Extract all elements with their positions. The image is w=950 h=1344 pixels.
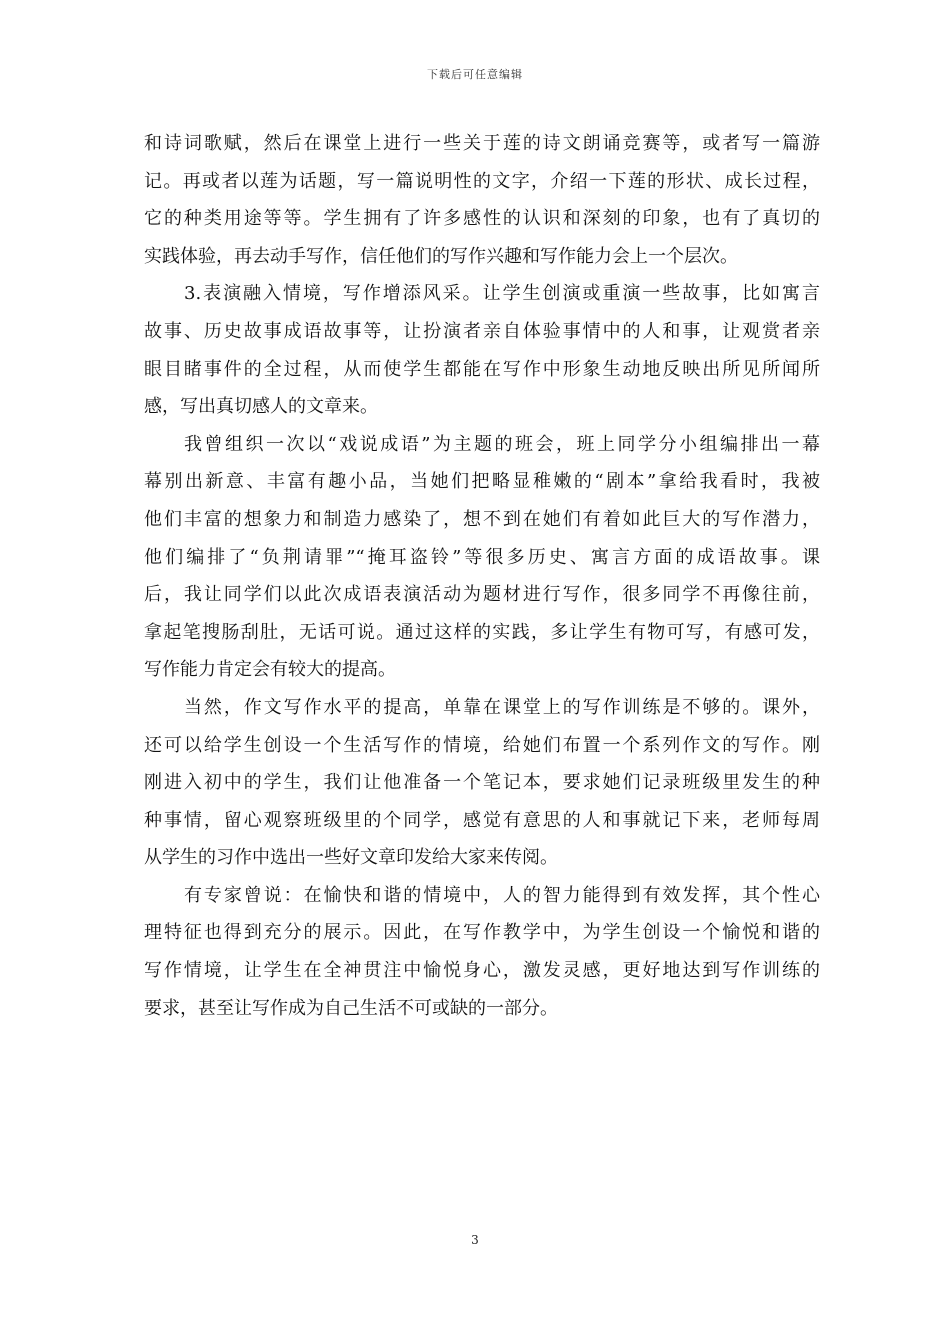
paragraph-line: 他们编排了“负荆请罪”“掩耳盗铃”等很多历史、寓言方面的成语故事。课 [144,546,820,568]
paragraph-line: 实践体验，再去动手写作，信任他们的写作兴趣和写作能力会上一个层次。 [144,245,738,267]
paragraph-line: 记。再或者以莲为话题，写一篇说明性的文字，介绍一下莲的形状、成长过程， [144,170,820,192]
paragraph-line: 它的种类用途等等。学生拥有了许多感性的认识和深刻的印象，也有了真切的 [144,208,820,230]
paragraph-line: 当然，作文写作水平的提高，单靠在课堂上的写作训练是不够的。课外， [184,696,820,718]
paragraph-line: 理特征也得到充分的展示。因此，在写作教学中，为学生创设一个愉悦和谐的 [144,922,820,944]
paragraph-line: 后，我让同学们以此次成语表演活动为题材进行写作，很多同学不再像往前， [144,584,820,606]
paragraph-line: 拿起笔搜肠刮肚，无话可说。通过这样的实践，多让学生有物可写，有感可发， [144,621,820,643]
paragraph-line: 要求，甚至让写作成为自己生活不可或缺的一部分。 [144,997,558,1019]
paragraph-line: 刚进入初中的学生，我们让他准备一个笔记本，要求她们记录班级里发生的种 [144,772,820,794]
paragraph-line: 种事情，留心观察班级里的个同学，感觉有意思的人和事就记下来，老师每周 [144,809,820,831]
page-header: 下载后可任意编辑 [427,68,523,81]
paragraph-5 [144,877,820,1027]
paragraph-2 [144,275,820,425]
paragraph-line: 有专家曾说：在愉快和谐的情境中，人的智力能得到有效发挥，其个性心 [184,884,820,906]
paragraph-line: 我曾组织一次以“戏说成语”为主题的班会，班上同学分小组编排出一幕 [184,433,820,455]
paragraph-line: 和诗词歌赋，然后在课堂上进行一些关于莲的诗文朗诵竞赛等，或者写一篇游 [144,133,820,154]
paragraph-1 [144,125,820,275]
paragraph-line: 从学生的习作中选出一些好文章印发给大家来传阅。 [144,847,558,869]
paragraph-line: 3.表演融入情境，写作增添风采。让学生创演或重演一些故事，比如寓言 [184,283,820,305]
paragraph-line: 他们丰富的想象力和制造力感染了，想不到在她们有着如此巨大的写作潜力， [144,508,820,530]
document-body [144,125,820,1027]
paragraph-line: 故事、历史故事成语故事等，让扮演者亲自体验事情中的人和事，让观赏者亲 [144,320,820,342]
paragraph-line: 幕别出新意、丰富有趣小品，当她们把略显稚嫩的“剧本”拿给我看时，我被 [144,471,820,493]
paragraph-line: 感，写出真切感人的文章来。 [144,396,378,418]
paragraph-line: 还可以给学生创设一个生活写作的情境，给她们布置一个系列作文的写作。刚 [144,734,820,756]
paragraph-line: 眼目睹事件的全过程，从而使学生都能在写作中形象生动地反映出所见所闻所 [144,358,820,380]
paragraph-line: 写作情境，让学生在全神贯注中愉悦身心，激发灵感，更好地达到写作训练的 [144,960,820,982]
paragraph-line: 写作能力肯定会有较大的提高。 [144,659,396,681]
page-number: 3 [471,1233,479,1247]
paragraph-4 [144,689,820,877]
paragraph-3 [144,426,820,689]
